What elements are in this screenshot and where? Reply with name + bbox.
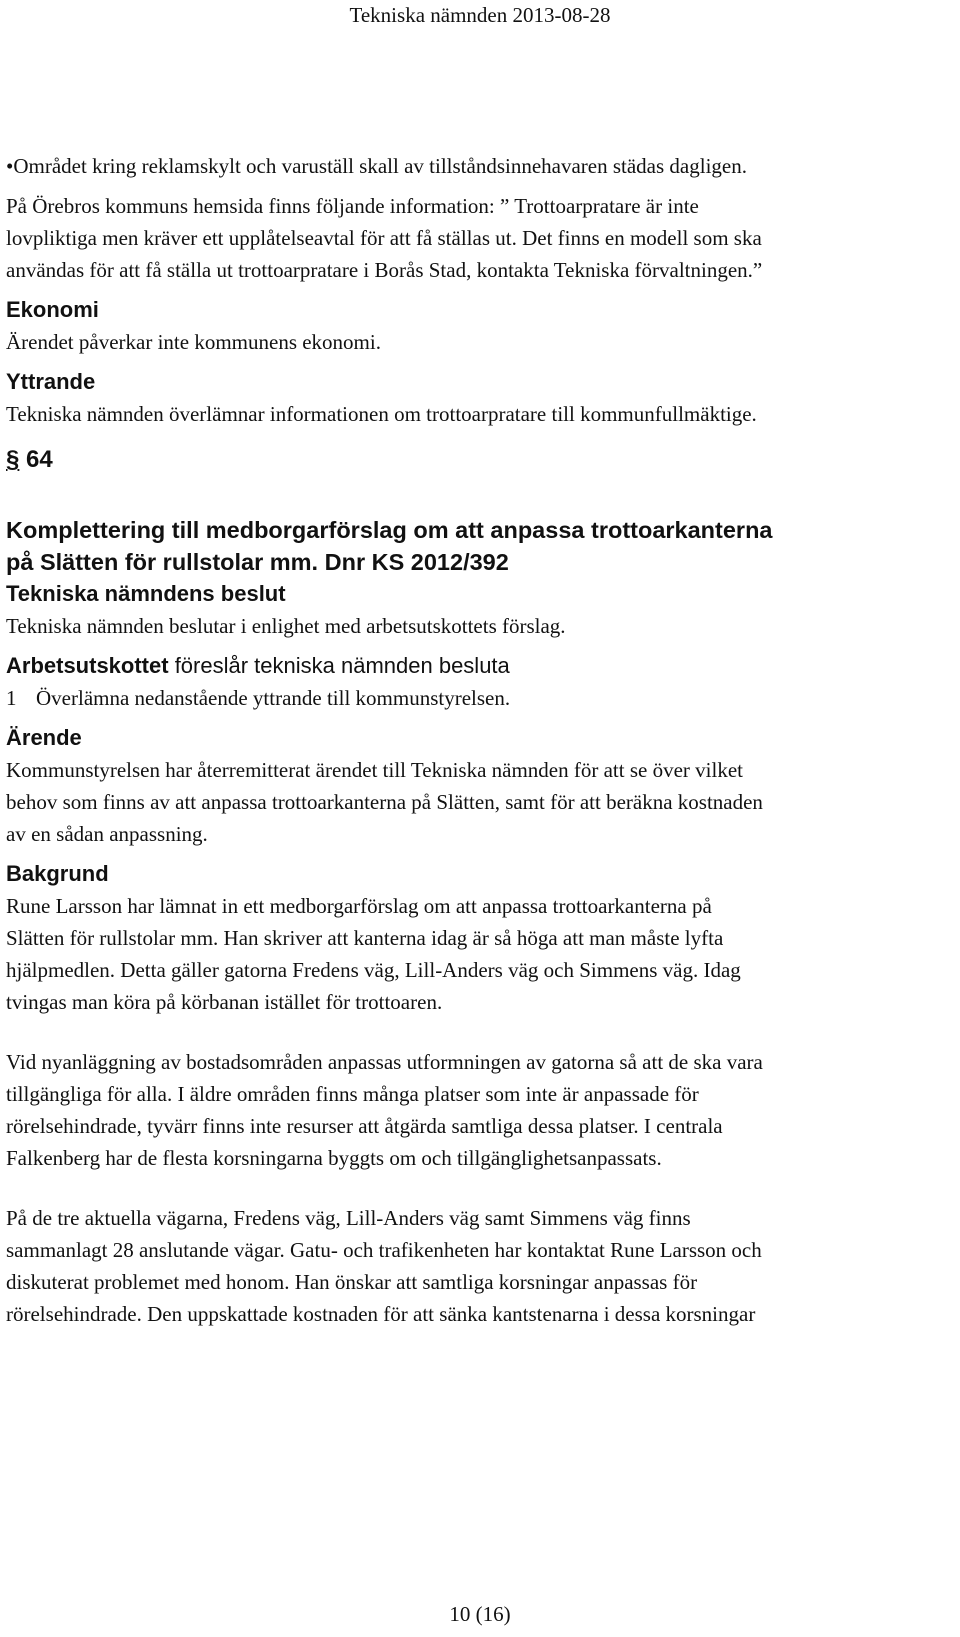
arende-line: Kommunstyrelsen har återremitterat ärendet till Tekniska nämnden för att se över vilket (6, 758, 743, 782)
vagarna-line: På de tre aktuella vägarna, Fredens väg, Lill-Anders väg samt Simmens väg finns (6, 1206, 691, 1230)
orebro-paragraph-line: På Örebros kommuns hemsida finns följande information: ” Trottoarpratare är inte (6, 194, 699, 218)
diary-number: Dnr KS 2012/392 (318, 549, 509, 575)
nyanlaggning-line: tillgängliga för alla. I äldre områden finns många platser som inte är anpassade för (6, 1082, 699, 1106)
section-number-value: 64 (19, 446, 53, 473)
matter-title-end: på Slätten för rullstolar mm. (6, 549, 319, 575)
vagarna-line: rörelsehindrade. Den uppskattade kostnaden för att sänka kantstenarna i dessa korsningar (6, 1302, 756, 1326)
arende-line: av en sådan anpassning. (6, 822, 208, 846)
beslut-text: Tekniska nämnden beslutar i enlighet med arbetsutskottets förslag. (6, 614, 566, 638)
orebro-paragraph-line: användas för att få ställa ut trottoarpratare i Borås Stad, kontakta Tekniska förvaltningen.” (6, 258, 763, 282)
ekonomi-heading: Ekonomi (6, 297, 99, 322)
page-header: Tekniska nämnden 2013-08-28 (349, 3, 611, 27)
yttrande-text: Tekniska nämnden överlämnar informationen om trottoarpratare till kommunfullmäktige. (6, 402, 757, 426)
bakgrund-line: Rune Larsson har lämnat in ett medborgarförslag om att anpassa trottoarkanterna på (6, 894, 712, 918)
ekonomi-text: Ärendet påverkar inte kommunens ekonomi. (6, 330, 381, 354)
bakgrund-line: hjälpmedlen. Detta gäller gatorna Fredens väg, Lill-Anders väg och Simmens väg. Idag (6, 958, 741, 982)
document-body (6, 150, 946, 1330)
nyanlaggning-line: Falkenberg har de flesta korsningarna byggts om och tillgänglighetsanpassats. (6, 1146, 662, 1170)
bakgrund-line: tvingas man köra på körbanan istället för trottoaren. (6, 990, 443, 1014)
arende-line: behov som finns av att anpassa trottoarkanterna på Slätten, samt för att beräkna kostnaden (6, 790, 763, 814)
bakgrund-line: Slätten för rullstolar mm. Han skriver att kanterna idag är så höga att man måste lyfta (6, 926, 724, 950)
matter-title-line: Komplettering till medborgarförslag om att anpassa trottoarkanterna (6, 517, 773, 543)
nyanlaggning-line: rörelsehindrade, tyvärr finns inte resurser att åtgärda samtliga dessa platser. I centrala (6, 1114, 723, 1138)
proposal-item (6, 682, 946, 714)
arbetsutskottet-heading-rest: föreslår tekniska nämnden besluta (168, 653, 510, 678)
arbetsutskottet-heading (6, 650, 946, 682)
yttrande-heading: Yttrande (6, 369, 96, 394)
page-number: 10 (16) (449, 1602, 511, 1626)
arbetsutskottet-label: Arbetsutskottet (6, 653, 169, 678)
section-number (6, 444, 946, 476)
bullet-paragraph: •Området kring reklamskylt och varuställ skall av tillståndsinnehavaren städas dagligen. (6, 154, 747, 178)
beslut-heading: Tekniska nämndens beslut (6, 581, 286, 606)
bakgrund-heading: Bakgrund (6, 861, 109, 886)
proposal-item-text: Överlämna nedanstående yttrande till kommunstyrelsen. (36, 686, 511, 710)
section-symbol: § (6, 446, 20, 473)
proposal-item-number: 1 (6, 686, 17, 710)
orebro-paragraph-line: lovpliktiga men kräver ett upplåtelseavtal för att få ställas ut. Det finns en modell som ska (6, 226, 762, 250)
nyanlaggning-line: Vid nyanläggning av bostadsområden anpassas utformningen av gatorna så att de ska vara (6, 1050, 763, 1074)
vagarna-line: diskuterat problemet med honom. Han önskar att samtliga korsningar anpassas för (6, 1270, 698, 1294)
vagarna-line: sammanlagt 28 anslutande vägar. Gatu- och trafikenheten har kontaktat Rune Larsson och (6, 1238, 762, 1262)
arende-heading: Ärende (6, 725, 82, 750)
matter-title-line (6, 546, 946, 578)
